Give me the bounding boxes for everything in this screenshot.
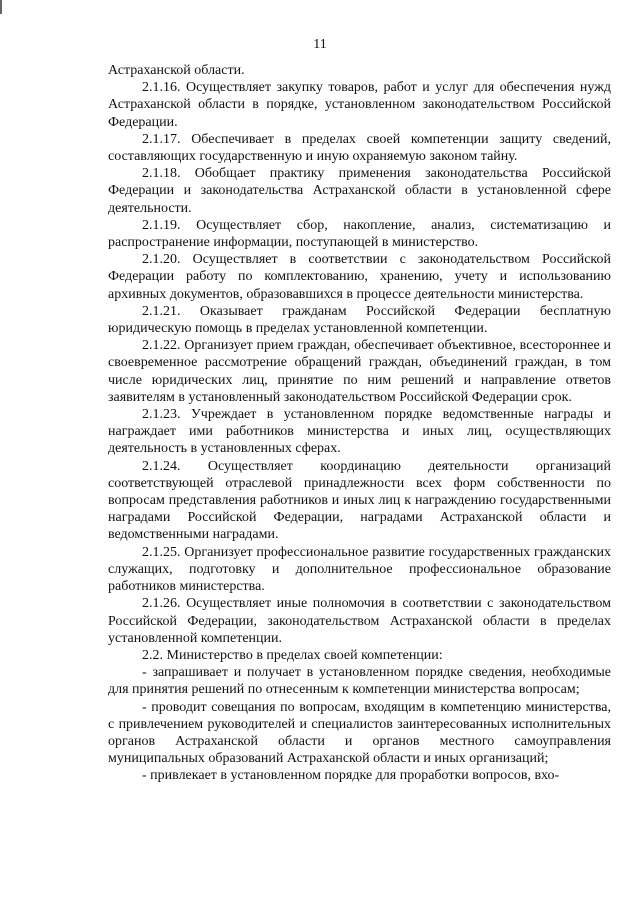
paragraph-2-1-16: 2.1.16. Осуществляет закупку товаров, работ и услуг для обеспечения нужд Астраханской области в порядке, установленном законодательством Российской Федерации. [108,80,611,130]
list-item-requests: - запрашивает и получает в установленном порядке сведения, необходимые для принятия решений по отнесенным к компетенции министерства вопросам; [108,665,611,698]
scan-edge-mark [0,0,2,14]
paragraph-2-1-17: 2.1.17. Обеспечивает в пределах своей компетенции защиту сведений, составляющих государственную и иную охраняемую законом тайну. [108,131,611,165]
page-number: 11 [313,37,327,52]
paragraph-2-2: 2.2. Министерство в пределах своей компетенции: [142,647,443,663]
paragraph-continuation: Астраханской области. [108,63,245,78]
list-item-involves: - привлекает в установленном порядке для проработки вопросов, вхо- [142,768,560,784]
paragraph-2-1-19: 2.1.19. Осуществляет сбор, накопление, анализ, систематизацию и распространение информации, поступающей в министерство. [108,217,611,251]
paragraph-2-1-26: 2.1.26. Осуществляет иные полномочия в соответствии с законодательством Российской Федерации, законодательством Астраханской области в пределах установленной компетенции. [108,596,611,646]
paragraph-2-1-22: 2.1.22. Организует прием граждан, обеспечивает объективное, всестороннее и своевременное рассмотрение обращений граждан, объединений граждан, в том числе юридических лиц, принятие по ним решений и направление ответов заявителям в установленный законодательством Российской Федерации срок. [108,338,611,405]
list-item-meetings: - проводит совещания по вопросам, входящим в компетенцию министерства, с привлечением руководителей и специалистов заинтересованных исполнительных органов Астраханской области и органов местного самоуправления муниципальных образований Астраханской области и иных организаций; [108,699,611,767]
paragraph-2-1-25: 2.1.25. Организует профессиональное развитие государственных гражданских служащих, подготовку и дополнительное профессиональное образование работников министерства. [108,544,611,595]
paragraph-2-1-24: 2.1.24. Осуществляет координацию деятельности организаций соответствующей отраслевой принадлежности всех форм собственности по вопросам представления работников и иных лиц к награждению государственными наградами Российской Федерации, наградами Астраханской области и ведомственными наградами. [108,458,611,543]
paragraph-2-1-21: 2.1.21. Оказывает гражданам Российской Федерации бесплатную юридическую помощь в пределах установленной компетенции. [108,303,611,337]
paragraph-2-1-18: 2.1.18. Обобщает практику применения законодательства Российской Федерации и законодательства Астраханской области в установленной сфере деятельности. [108,166,611,216]
paragraph-2-1-23: 2.1.23. Учреждает в установленном порядке ведомственные награды и награждает ими работников министерства и иных лиц, осуществляющих деятельность в установленных сферах. [108,407,611,457]
paragraph-2-1-20: 2.1.20. Осуществляет в соответствии с законодательством Российской Федерации работу по комплектованию, хранению, учету и использованию архивных документов, образовавшихся в процессе деятельности министерства. [108,252,611,302]
document-body [108,62,611,785]
